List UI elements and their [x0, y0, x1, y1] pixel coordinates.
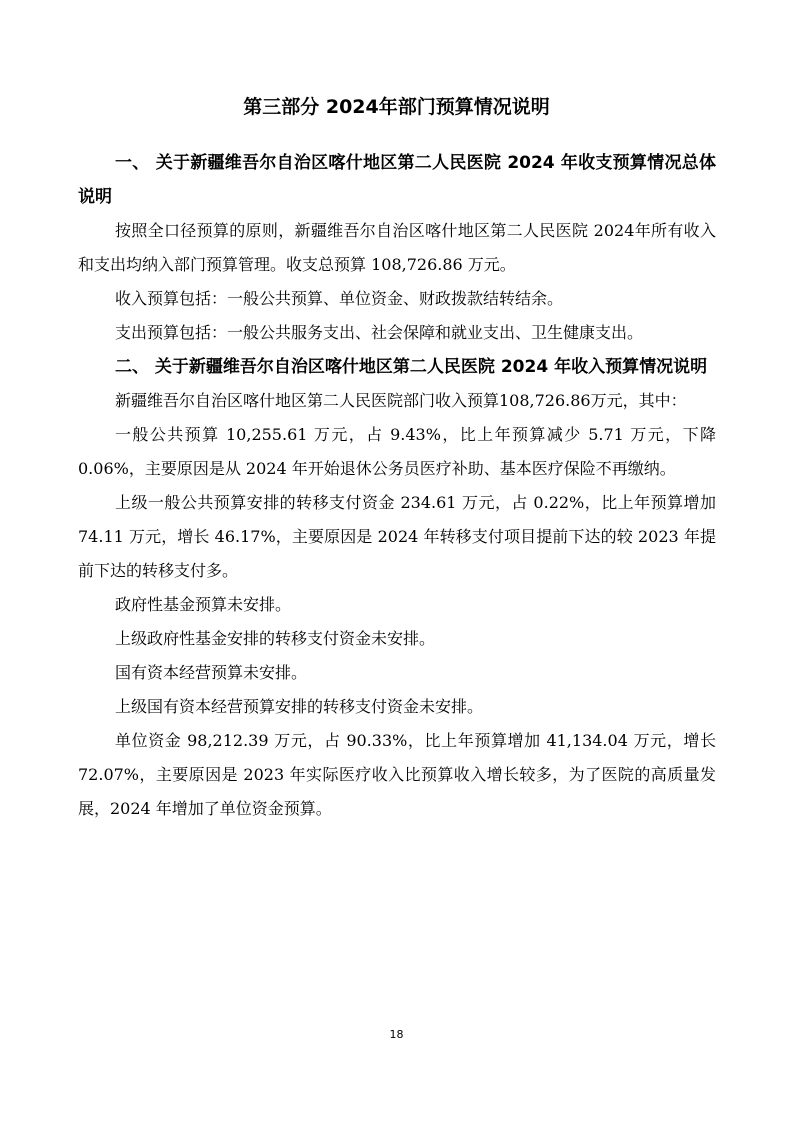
- section-1-paragraph-1: 按照全口径预算的原则，新疆维吾尔自治区喀什地区第二人民医院 2024年所有收入和支出均纳入部门预算管理。收支总预算 108,726.86 万元。: [78, 221, 716, 274]
- page-number: 18: [389, 1028, 404, 1041]
- section-1-heading: 一、 关于新疆维吾尔自治区喀什地区第二人民医院 2024 年收支预算情况总体说明: [78, 153, 716, 207]
- section-2-paragraph-1: 新疆维吾尔自治区喀什地区第二人民医院部门收入预算108,726.86万元，其中：: [115, 391, 687, 410]
- section-2-paragraph-3: 上级一般公共预算安排的转移支付资金 234.61 万元，占 0.22%，比上年预算增加 74.11 万元，增长 46.17%，主要原因是 2024 年转移支付项目提前下达的较 2023 年提前下达的转移支付多。: [78, 493, 716, 580]
- page-title: 第三部分 2024年部门预算情况说明: [243, 96, 550, 118]
- section-2-heading: 二、 关于新疆维吾尔自治区喀什地区第二人民医院 2024 年收入预算情况说明: [115, 357, 708, 377]
- section-2-paragraph-2: 一般公共预算 10,255.61 万元，占 9.43%，比上年预算减少 5.71 万元，下降 0.06%，主要原因是从 2024 年开始退休公务员医疗补助、基本医疗保险不再缴纳。: [78, 425, 716, 478]
- section-2-paragraph-4: 政府性基金预算未安排。: [115, 595, 292, 614]
- section-2-paragraph-7: 上级国有资本经营预算安排的转移支付资金未安排。: [115, 697, 484, 716]
- document-body: [78, 146, 716, 826]
- section-2-paragraph-5: 上级政府性基金安排的转移支付资金未安排。: [115, 629, 436, 648]
- section-1-paragraph-2: 收入预算包括：一般公共预算、单位资金、财政拨款结转结余。: [115, 289, 564, 308]
- section-1-paragraph-3: 支出预算包括：一般公共服务支出、社会保障和就业支出、卫生健康支出。: [115, 323, 644, 342]
- section-2-paragraph-6: 国有资本经营预算未安排。: [115, 663, 308, 682]
- section-2-paragraph-8: 单位资金 98,212.39 万元，占 90.33%，比上年预算增加 41,134.04 万元，增长 72.07%，主要原因是 2023 年实际医疗收入比预算收入增长较多，为了医院的高质量发展，2024 年增加了单位资金预算。: [78, 731, 716, 818]
